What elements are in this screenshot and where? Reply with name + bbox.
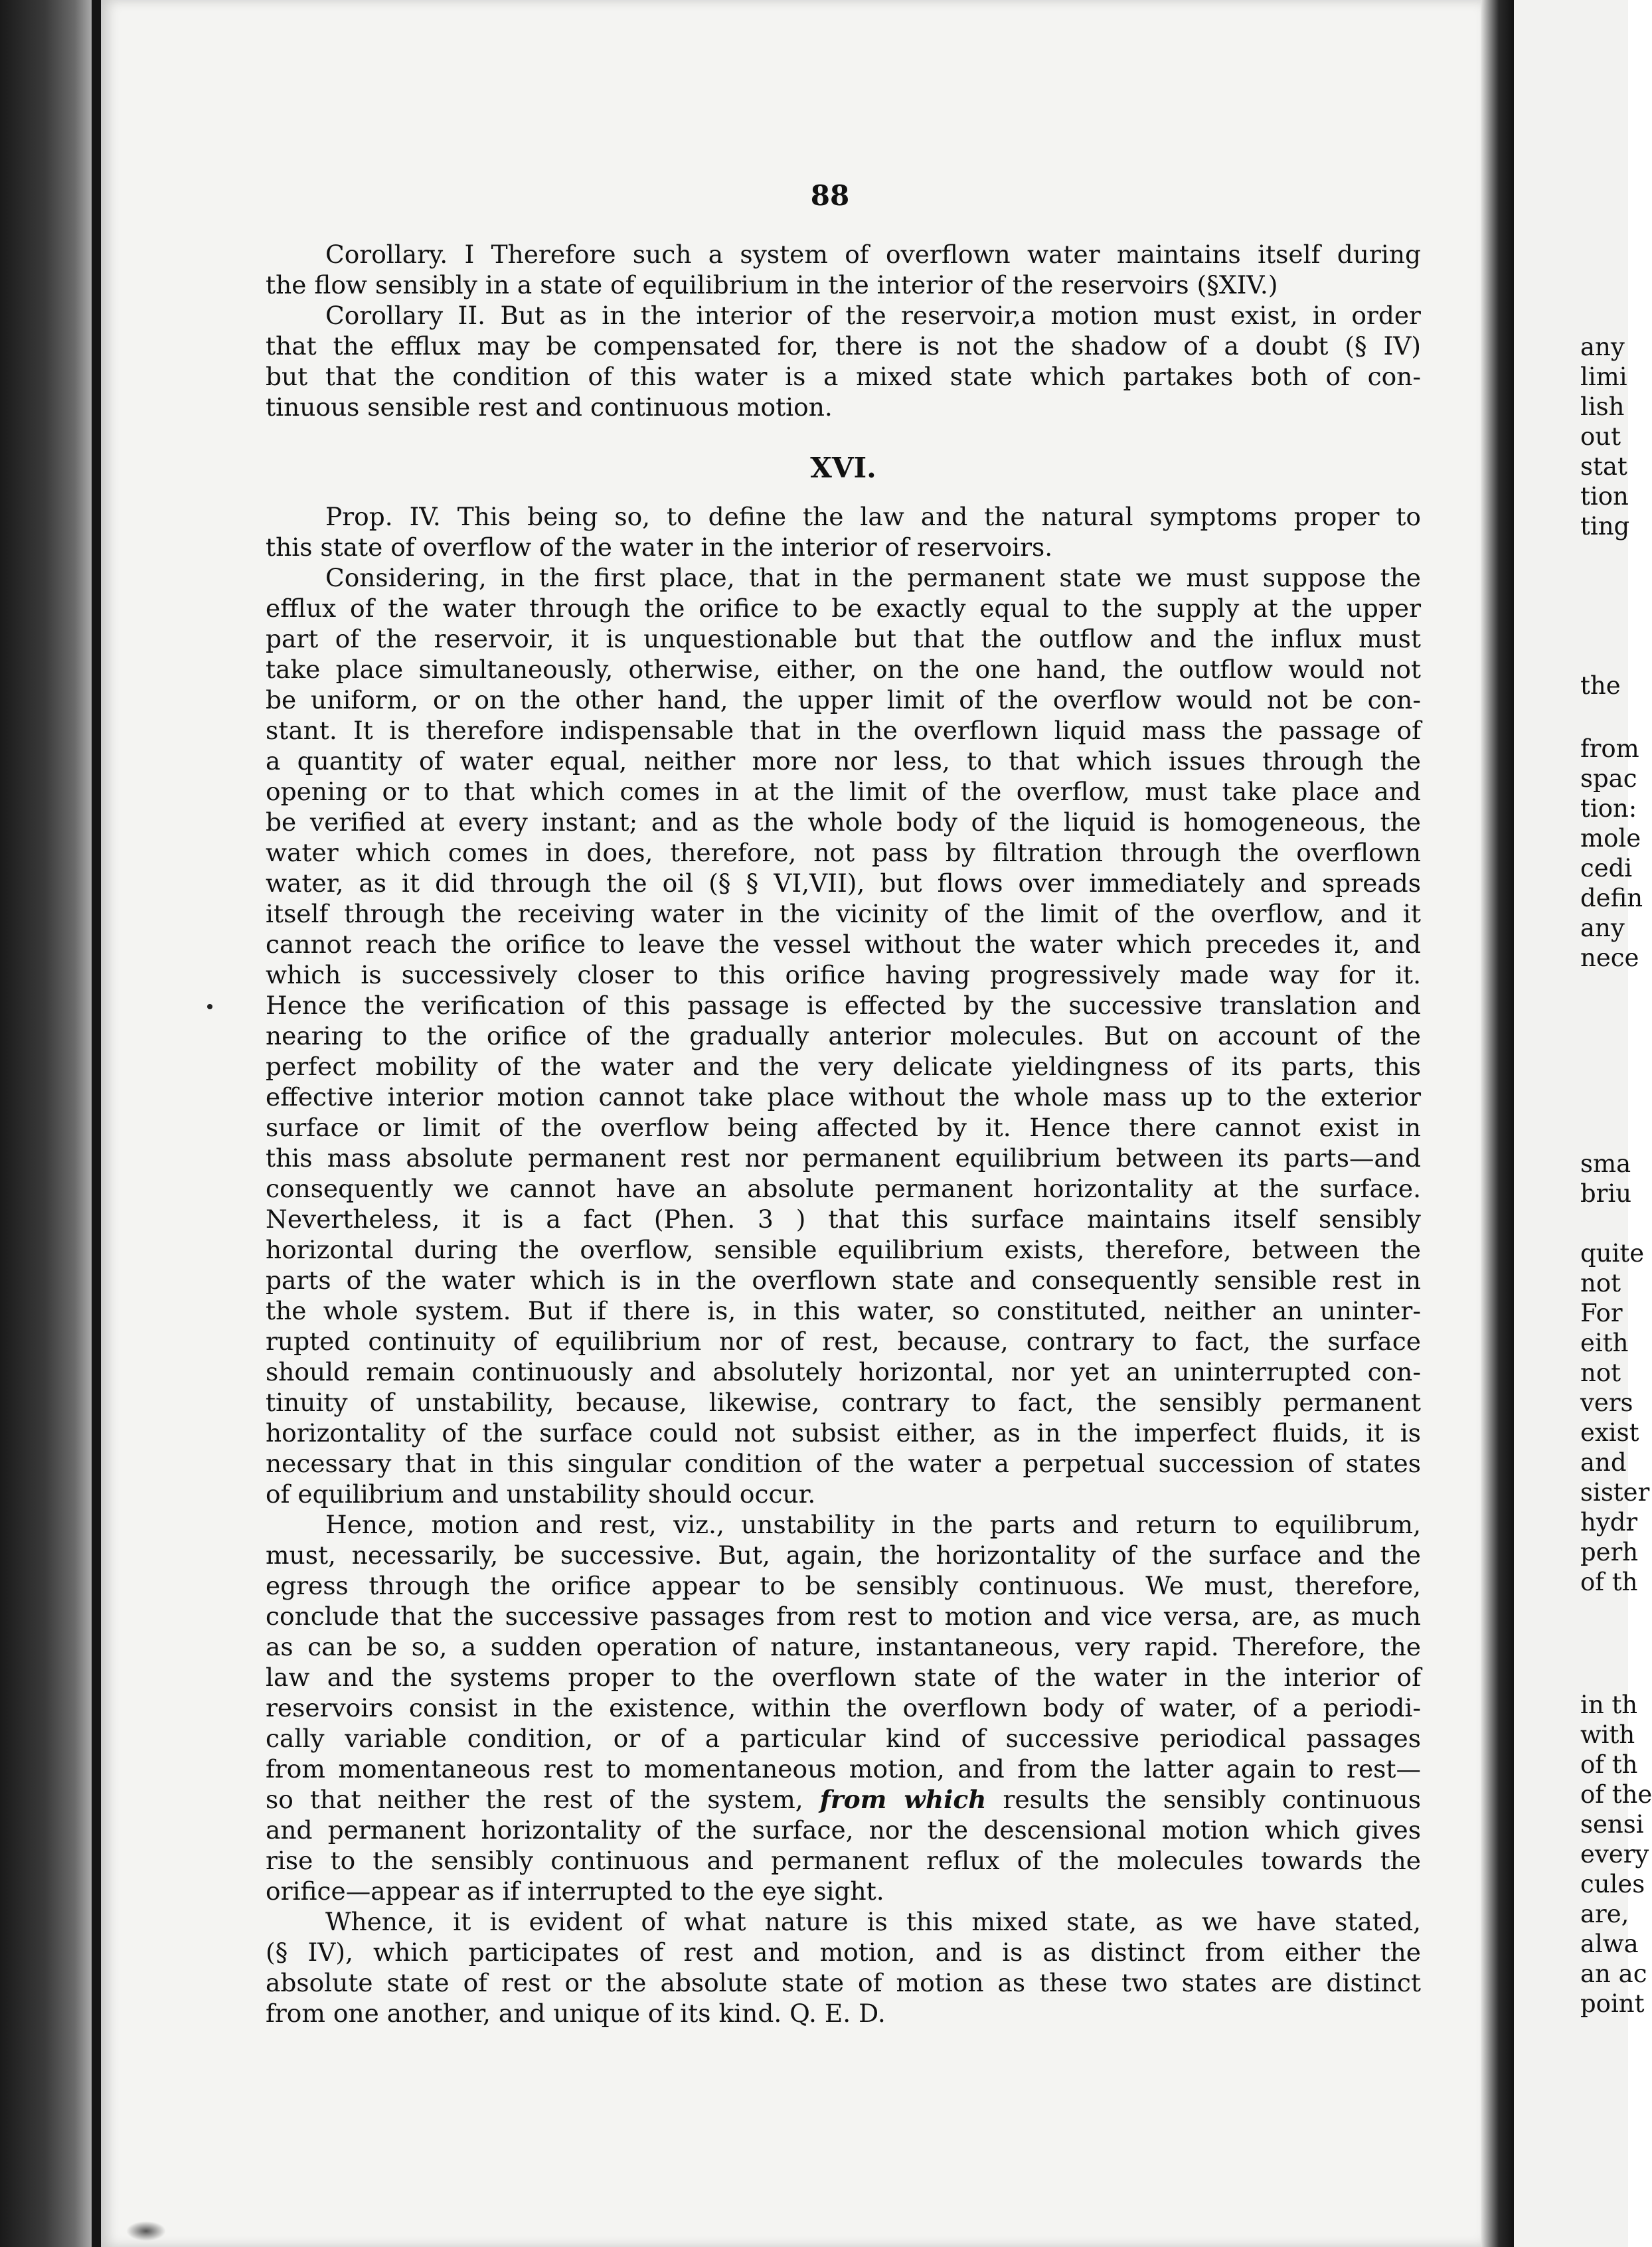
text-line: stant. It is therefore indispensable that in the overflown liquid mass the passage of [266,716,1421,745]
facing-page-fragment: tion: [1580,794,1637,823]
facing-page-fragment: sensi [1580,1810,1644,1839]
facing-page-fragment: are, [1580,1900,1629,1928]
text-line: take place simultaneously, otherwise, either, on the one hand, the outflow would not [266,655,1421,684]
text-line: but that the condition of this water is a mixed state which partakes both of con- [266,362,1421,391]
facing-page-fragment: ting [1580,512,1630,541]
text-line: be uniform, or on the other hand, the upper limit of the overflow would not be con- [266,685,1421,714]
text-line: that the efflux may be compensated for, there is not the shadow of a doubt (§ IV) [266,331,1421,361]
facing-page-fragment: briu [1580,1179,1632,1208]
facing-page-fragment: not [1580,1359,1621,1387]
text-line: surface or limit of the overflow being affected by it. Hence there cannot exist in [266,1113,1421,1142]
facing-page-fragment: cedi [1580,854,1633,882]
facing-page-fragment: nece [1580,944,1639,972]
facing-page-fragment: For [1580,1299,1623,1327]
text-line: nearing to the orifice of the gradually anterior molecules. But on account of the [266,1021,1421,1050]
text-line: water, as it did through the oil (§ § VI,VII), but flows over immediately and spreads [266,869,1421,898]
facing-page-fragment: quite [1580,1239,1645,1268]
facing-page-fragment: of the [1580,1780,1652,1809]
facing-page-fragment: sma [1580,1149,1631,1178]
facing-page-fragment: tion [1580,482,1629,511]
text-line: egress through the orifice appear to be sensibly continuous. We must, therefore, [266,1571,1421,1600]
facing-page-fragment: in th [1580,1691,1638,1719]
text-line: conclude that the successive passages from rest to motion and vice versa, are, as much [266,1602,1421,1631]
facing-page-fragment: alwa [1580,1930,1639,1958]
facing-page-fragment: exist [1580,1418,1639,1447]
text-line: absolute state of rest or the absolute state of motion as these two states are distinct [266,1968,1421,1997]
facing-page-fragment: from [1580,734,1639,763]
text-line: perfect mobility of the water and the very delicate yieldingness of its parts, this [266,1052,1421,1081]
text-line: orifice—appear as if interrupted to the eye sight. [266,1876,884,1906]
text-line: Hence the verification of this passage is effected by the successive translation and [266,991,1421,1020]
facing-page-fragment: spac [1580,764,1637,793]
facing-page-fragment: perh [1580,1538,1639,1566]
text-line: Considering, in the first place, that in the permanent state we must suppose the [325,563,1421,592]
text-line: effective interior motion cannot take place without the whole mass up to the exterior [266,1082,1421,1112]
facing-page-fragment: not [1580,1269,1621,1297]
text-line: water which comes in does, therefore, not pass by filtration through the overflown [266,838,1421,867]
facing-page-fragment: cules [1580,1870,1645,1898]
corollaries-paragraphs [266,239,1421,422]
text-line: parts of the water which is in the overflown state and consequently sensible rest in [266,1266,1421,1295]
text-line: which is successively closer to this orifice having progressively made way for it. [266,960,1421,989]
facing-page-fragment: any [1580,333,1625,361]
proposition-body [266,501,1421,2029]
facing-page-fragment: any [1580,914,1625,942]
facing-page-fragment: sister [1580,1478,1650,1507]
stray-ink-dot [207,1004,212,1009]
text-line: Whence, it is evident of what nature is this mixed state, as we have stated, [325,1907,1421,1936]
facing-page-fragment: an ac [1580,1959,1647,1988]
text-line: as can be so, a sudden operation of nature, instantaneous, very rapid. Therefore, the [266,1632,1421,1661]
text-line: part of the reservoir, it is unquestionable but that the outflow and the influx must [266,624,1421,653]
facing-page-fragment: of th [1580,1568,1638,1596]
text-line: reservoirs consist in the existence, within the overflown body of water, of a periodi- [266,1693,1421,1722]
text-line: must, necessarily, be successive. But, again, the horizontality of the surface and the [266,1540,1421,1570]
text-line: opening or to that which comes in at the limit of the overflow, must take place and [266,777,1421,806]
handwritten-insert: from which [819,1785,987,1814]
page-edge [92,0,101,2247]
text-line: cannot reach the orifice to leave the vessel without the water which precedes it, and [266,930,1421,959]
facing-page-fragment: point [1580,1989,1645,2018]
binding-shadow [0,0,100,2247]
facing-page-fragment: lish [1580,392,1625,421]
facing-page-fragment: with [1580,1720,1635,1749]
text-line: horizontality of the surface could not subsist either, as in the imperfect fluids, it is [266,1418,1421,1448]
text-line: tinuity of unstability, because, likewise, contrary to fact, the sensibly permanent [266,1388,1421,1417]
facing-page-fragment: and [1580,1448,1627,1477]
page-number: 88 [810,179,850,212]
facing-page-fragment: out [1580,422,1621,451]
facing-page-fragment: eith [1580,1329,1629,1357]
text-line: this mass absolute permanent rest nor permanent equilibrium between its parts—and [266,1143,1421,1173]
text-line: Corollary II. But as in the interior of the reservoir,a motion must exist, in order [325,301,1421,330]
text-line: Hence, motion and rest, viz., unstability in the parts and return to equilibrum, [325,1510,1421,1539]
corner-smudge [126,2221,166,2241]
section-heading: XVI. [810,452,876,484]
text-line: this state of overflow of the water in the interior of reservoirs. [266,533,1053,562]
facing-page-fragment: vers [1580,1388,1633,1417]
text-line: Corollary. I Therefore such a system of overflown water maintains itself during [325,240,1421,269]
facing-page-fragment: of th [1580,1750,1638,1779]
facing-page-fragment: every [1580,1840,1649,1869]
text-line: horizontal during the overflow, sensible equilibrium exists, therefore, between the [266,1235,1421,1264]
text-line: should remain continuously and absolutely horizontal, nor yet an uninterrupted con- [266,1357,1421,1386]
text-line: Nevertheless, it is a fact (Phen. 3 ) that this surface maintains itself sensibly [266,1205,1421,1234]
facing-page-fragment: defin [1580,884,1643,912]
text-line: rupted continuity of equilibrium nor of rest, because, contrary to fact, the surface [266,1327,1421,1356]
text-line: so that neither the rest of the system, from which results the sensibly continuous [266,1785,1421,1814]
text-line: efflux of the water through the orifice to be exactly equal to the supply at the upper [266,594,1421,623]
facing-page-fragment: mole [1580,824,1641,853]
facing-page-fragment: the [1580,671,1621,700]
facing-page-fragment: stat [1580,452,1627,481]
text-line: a quantity of water equal, neither more nor less, to that which issues through the [266,746,1421,776]
text-line: (§ IV), which participates of rest and motion, and is as distinct from either the [266,1938,1421,1967]
text-line: rise to the sensibly continuous and permanent reflux of the molecules towards the [266,1846,1421,1875]
text-line: tinuous sensible rest and continuous motion. [266,392,833,422]
text-line: itself through the receiving water in the vicinity of the limit of the overflow, and it [266,899,1421,928]
text-line: Prop. IV. This being so, to define the law and the natural symptoms proper to [325,502,1421,531]
book-gutter [1481,0,1514,2247]
text-line: consequently we cannot have an absolute permanent horizontality at the surface. [266,1174,1421,1203]
text-line: and permanent horizontality of the surface, nor the descensional motion which gives [266,1815,1421,1845]
text-line: from momentaneous rest to momentaneous motion, and from the latter again to rest— [266,1754,1421,1784]
text-line: cally variable condition, or of a particular kind of successive periodical passages [266,1724,1421,1753]
text-line: the whole system. But if there is, in this water, so constituted, neither an uninter- [266,1296,1421,1325]
text-line: necessary that in this singular condition of the water a perpetual succession of states [266,1449,1421,1478]
text-line: of equilibrium and unstability should occur. [266,1479,816,1509]
text-line: from one another, and unique of its kind. Q. E. D. [266,1999,886,2028]
facing-page-fragment: limi [1580,363,1627,391]
text-line: the flow sensibly in a state of equilibrium in the interior of the reservoirs (§XIV.) [266,270,1278,299]
facing-page-fragment: hydr [1580,1508,1638,1537]
text-line: be verified at every instant; and as the whole body of the liquid is homogeneous, the [266,807,1421,837]
text-line: law and the systems proper to the overflown state of the water in the interior of [266,1663,1421,1692]
